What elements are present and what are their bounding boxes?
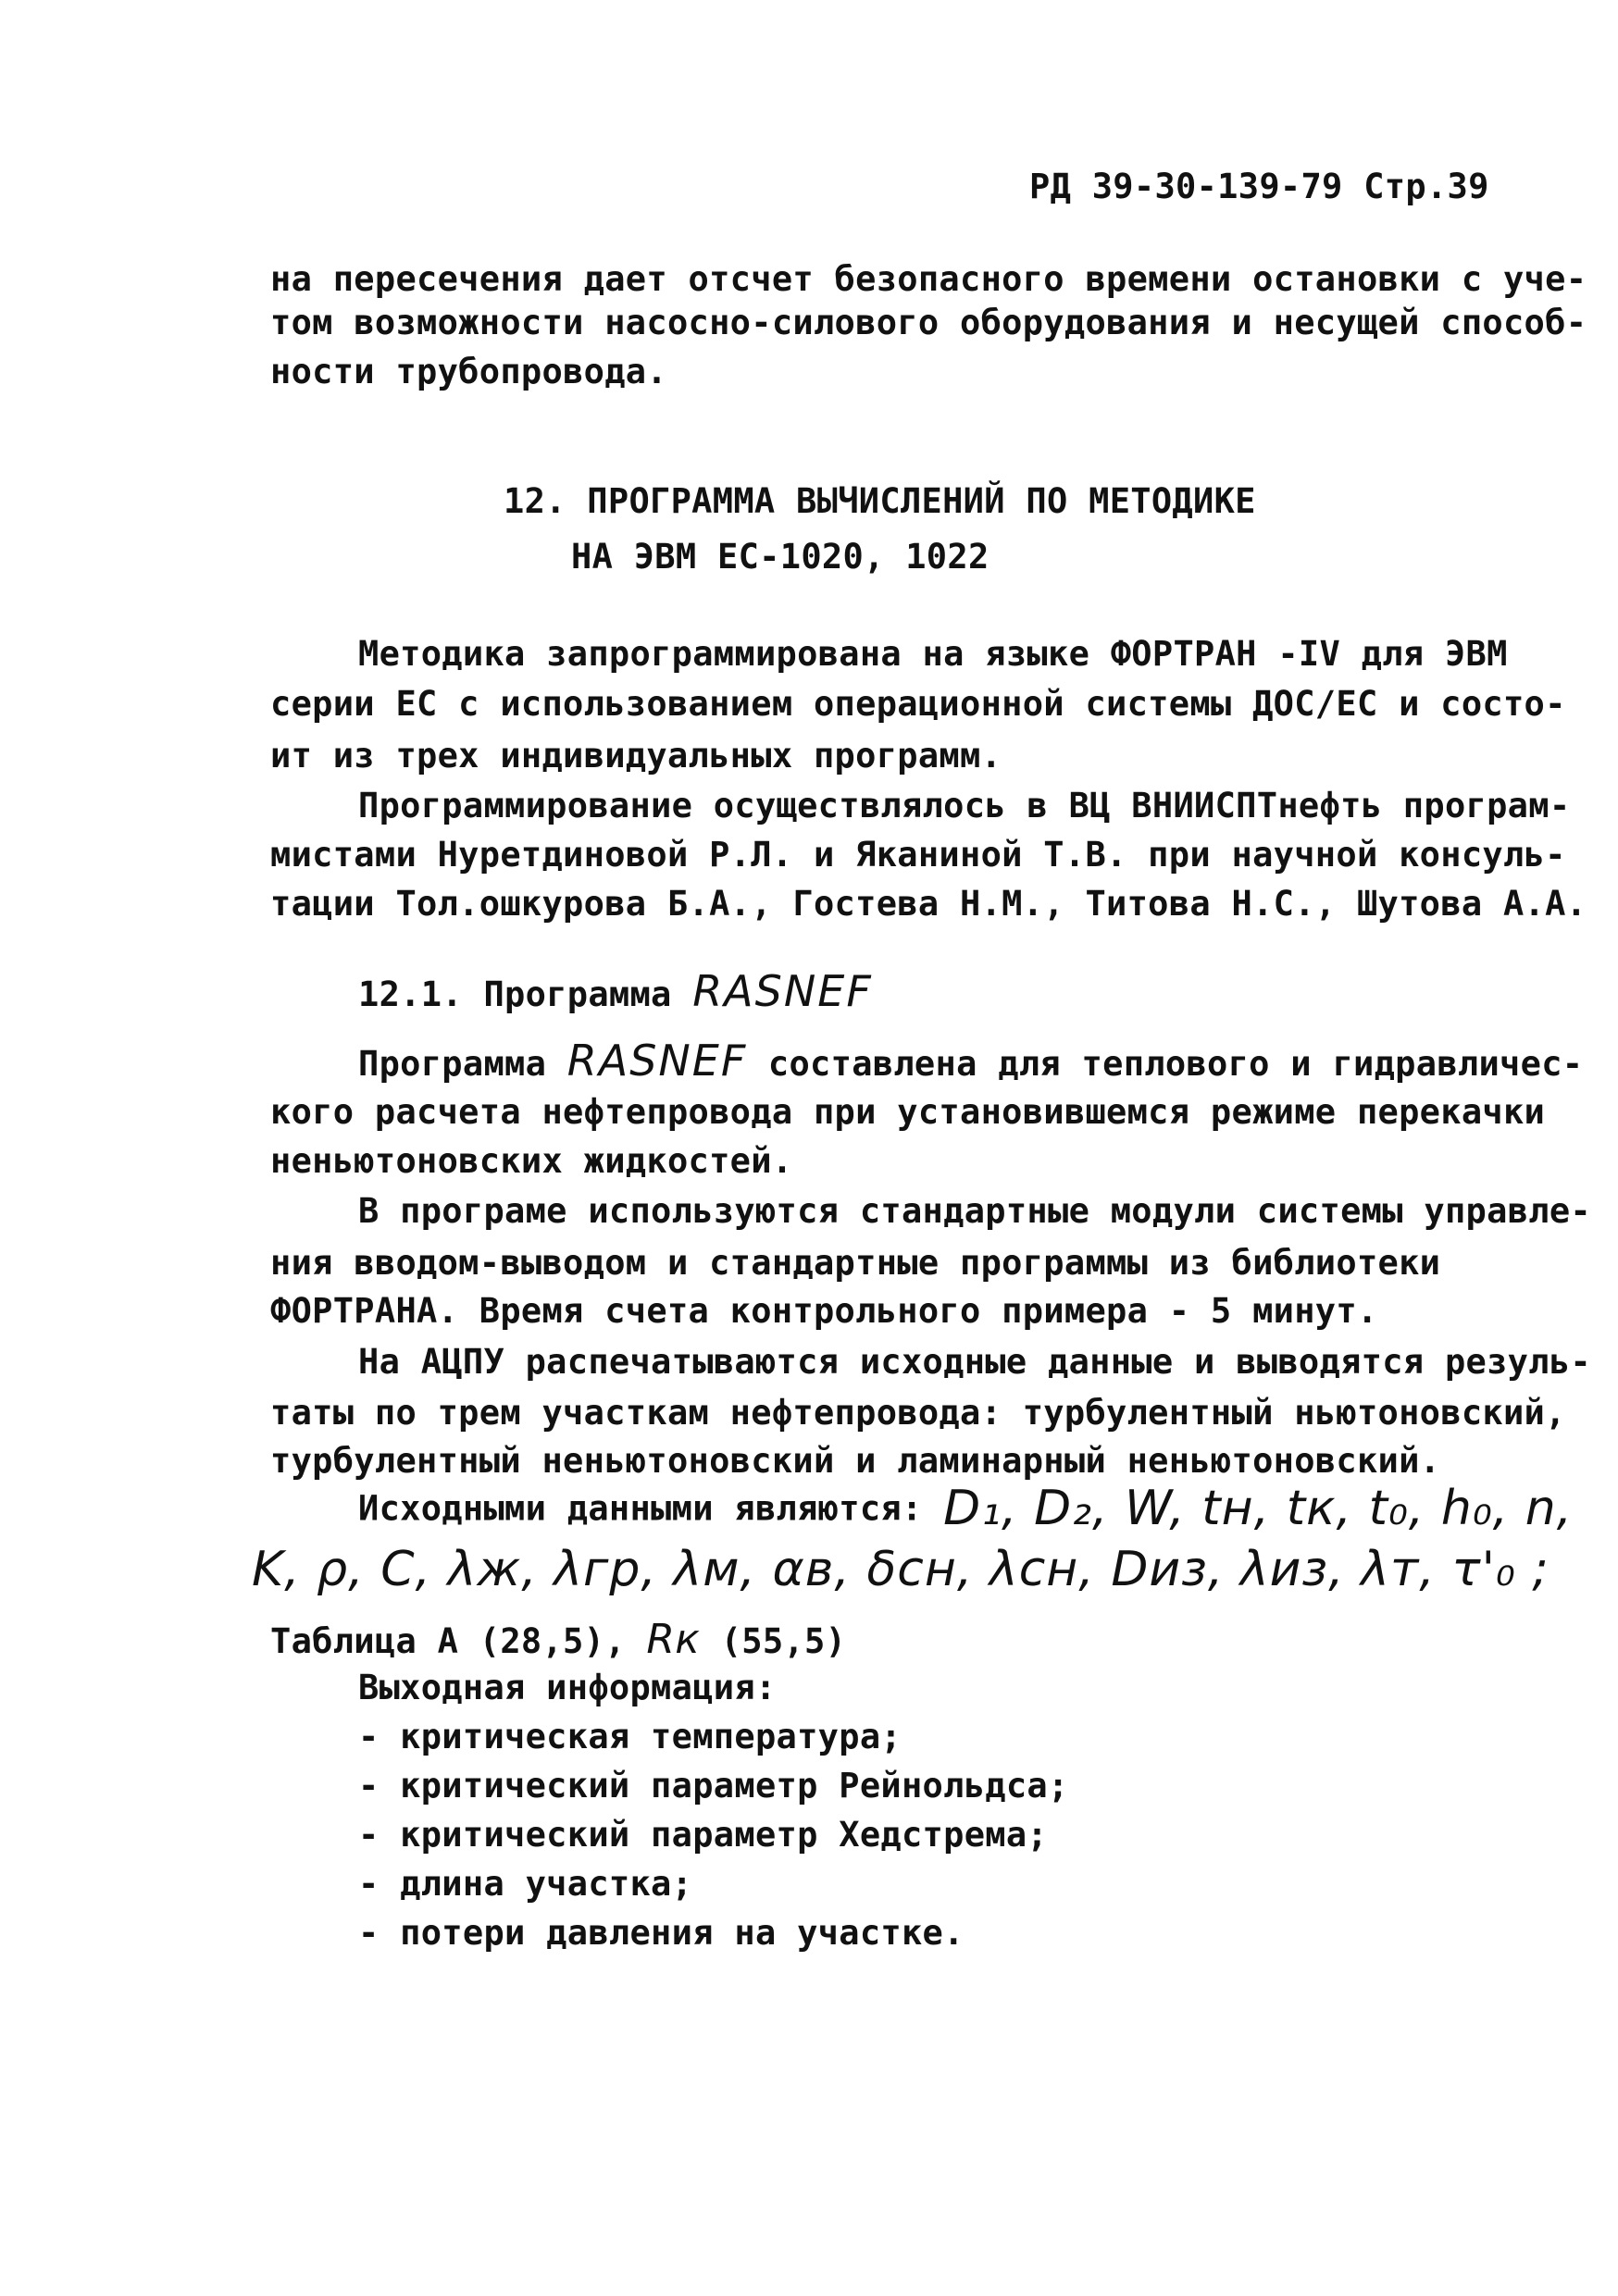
intro-line-2: том возможности насосно-силового оборудования и несущей способ-	[270, 303, 1587, 342]
input-data-line	[358, 1481, 1574, 1536]
output-item: - критическая температура;	[358, 1717, 902, 1756]
output-info-label: Выходная информация:	[358, 1668, 777, 1707]
output-item: - потери давления на участке.	[358, 1913, 965, 1953]
program-desc-line-2: кого расчета нефтепровода при установившемся режиме перекачки	[270, 1092, 1546, 1132]
table-reference	[270, 1616, 847, 1663]
rk-symbol: Rк	[646, 1616, 701, 1663]
subsection-prefix: 12.1. Программа	[358, 974, 672, 1014]
section-title-line-2: НА ЭВМ ЕС-1020, 1022	[571, 537, 989, 577]
output-item: - длина участка;	[358, 1864, 693, 1904]
table-a-text: Таблица А (28,5),	[270, 1621, 626, 1661]
output-line-3: турбулентный неньютоновский и ламинарный неньютоновский.	[270, 1441, 1441, 1481]
page-number: Стр.39	[1363, 167, 1489, 206]
section-title-line-1: 12. ПРОГРАММА ВЫЧИСЛЕНИЙ ПО МЕТОДИКЕ	[504, 481, 1256, 521]
programming-line-1: Программирование осуществлялось в ВЦ ВНИИСПТнефть програм-	[358, 786, 1571, 825]
modules-line-3: ФОРТРАНА. Время счета контрольного примера - 5 минут.	[270, 1291, 1378, 1331]
intro-line-1: на пересечения дает отсчет безопасного времени остановки с уче-	[270, 259, 1587, 299]
rk-dimensions: (55,5)	[720, 1621, 847, 1661]
intro-line-3: ности трубопровода.	[270, 352, 667, 391]
program-desc-name-handwritten: RASNEF	[566, 1036, 748, 1086]
output-item: - критический параметр Рейнольдса;	[358, 1766, 1069, 1806]
modules-line-2: ния вводом-выводом и стандартные программы из библиотеки	[270, 1243, 1441, 1283]
program-desc-line-3: неньютоновских жидкостей.	[270, 1141, 793, 1181]
method-line-2: серии ЕС с использованием операционной системы ДОС/ЕС и состо-	[270, 684, 1566, 724]
program-desc-prefix: Программа	[358, 1044, 547, 1084]
subsection-title	[358, 966, 873, 1016]
input-data-label: Исходными данными являются:	[358, 1488, 923, 1529]
method-line-3: ит из трех индивидуальных программ.	[270, 736, 1002, 776]
program-desc-line-1	[358, 1036, 1584, 1086]
output-line-1: На АЦПУ распечатываются исходные данные и выводятся резуль-	[358, 1342, 1591, 1382]
method-line-1: Методика запрограммирована на языке ФОРТРАН -IV для ЭВМ	[358, 634, 1508, 674]
programming-line-2: мистами Нуретдиновой Р.Л. и Яканиной Т.В. при научной консуль-	[270, 835, 1566, 875]
program-name-handwritten: RASNEF	[692, 966, 873, 1016]
modules-line-1: В програме используются стандартные модули системы управле-	[358, 1191, 1591, 1231]
output-item: - критический параметр Хедстрема;	[358, 1815, 1049, 1855]
formula-line-2: K, ρ, C, λж, λгр, λм, αв, δсн, λсн, Dиз, λиз, λт, τ'₀ ;	[252, 1542, 1550, 1597]
program-desc-rest: составлена для теплового и гидравличес-	[767, 1044, 1584, 1084]
output-line-2: таты по трем участкам нефтепровода: турбулентный ньютоновский,	[270, 1393, 1566, 1433]
formula-line-1: D₁, D₂, W, tн, tк, t₀, h₀, n,	[943, 1481, 1574, 1536]
document-number: РД 39-30-139-79	[1029, 167, 1343, 206]
page-header	[1029, 169, 1489, 204]
programming-line-3: тации Тол.ошкурова Б.А., Гостева Н.М., Титова Н.С., Шутова А.А.	[270, 884, 1587, 924]
